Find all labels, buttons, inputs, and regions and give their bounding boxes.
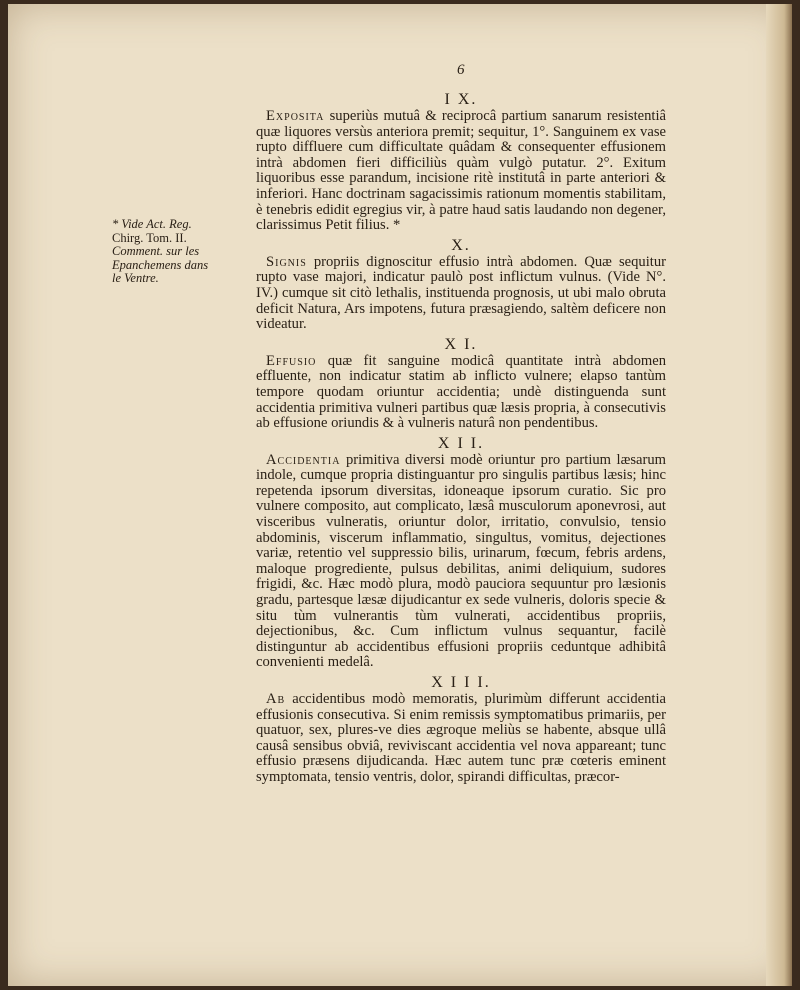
section-numeral: X I. — [444, 335, 478, 353]
paragraph-text: accidentibus modò memoratis, plurimùm differunt accidentia effusionis consecutiva. Si enim remissis symptomatibus primariis, per quatuor, sex, plures-ve dies ægroque meliùs se habente, absque ullâ causâ sensibus obviâ, reviviscant accidentia vel nova appareant; tunc effusio præsens dijudicanda. Hæc autem tunc præ cœteris eminent symptomata, tensio ventris, dolor, spirandi difficultas, præcor- — [256, 691, 666, 785]
page-number: 6 — [457, 62, 465, 78]
section-paragraph — [256, 453, 666, 671]
section-paragraph — [256, 109, 666, 234]
section-paragraph — [256, 692, 666, 786]
margin-note-line: Epanchemens dans — [112, 257, 209, 272]
section-paragraph — [256, 354, 666, 432]
section-numeral: I X. — [444, 91, 478, 108]
lead-word: Exposita — [266, 108, 325, 124]
book-spine — [766, 4, 792, 986]
paragraph-text: primitiva diversi modè oriuntur pro partium læsarum indole, cumque propria distinguantur pro singulis partibus læsis; hinc repetenda ipsorum diversitas, idoneaque ipsorum curatio. Sic pro vulnere composito, aut complicato, læsâ musculorum aponevrosi, aut visceribus vulneratis, oriuntur dolor, irritatio, convulsio, tensio abdominis, viscerum inflammatio, singultus, vomitus, dejectiones variæ, retentio vel suppressio bilis, urinarum, fœcum, febris ardens, maloque progrediente, pulsus debilitas, animi deliquium, sudores frigidi, &c. Hæc modò plura, modò pauciora sequuntur pro læsionis gradu, partesque læsæ dijudicantur ex sede vulneris, doloris specie & situ tùm vulnerantis tùm vulnerati, accidentibus propriis, dejectionibus, &c. Cum inflictum vulnus sequantur, facilè distinguntur ab accidentibus effusioni propriis ceduntque adhibitâ convenienti medelâ. — [256, 451, 666, 671]
section-numeral: X. — [451, 236, 471, 254]
lead-word: Accidentia — [266, 451, 341, 468]
book-page — [8, 4, 792, 986]
margin-note — [112, 218, 244, 286]
lead-word: Signis — [266, 253, 307, 270]
paragraph-text: propriis dignoscitur effusio intrà abdomen. Quæ sequitur rupto vase majori, indicatur paulò post inflictum vulnus. (Vide N°. IV.) cumque sit citò lethalis, instituenda prognosis, ut ubi malo obruta deficit Natura, Ars impotens, futura præsagiendo, saltèm deficere non videatur. — [256, 253, 666, 333]
text-body — [256, 88, 666, 786]
section-paragraph — [256, 255, 666, 333]
section-numeral: X I I. — [437, 434, 485, 452]
margin-note-line: * Vide Act. Reg. — [112, 217, 192, 231]
margin-note-line: le Ventre. — [112, 271, 159, 285]
paragraph-text: quæ fit sanguine modicâ quantitate intrà abdomen effluente, non indicatur statim ab inflicto vulnere; elapso tantùm tempore quodam oriuntur accidentia; undè distinguenda sunt accidentia primitiva vulneri partibus quæ læsis propria, à consecutivis ab effusione oriundis & à vulneris naturâ non pendentibus. — [256, 352, 666, 432]
section-numeral: X I I I. — [431, 674, 491, 691]
margin-note-line: Comment. sur les — [112, 244, 200, 258]
margin-note-line: Chirg. Tom. II. — [112, 230, 187, 245]
paragraph-text: superiùs mutuâ & reciprocâ partium sanarum resistentiâ quæ liquores versùs anteriora premit; sequitur, 1°. Sanguinem ex vase rupto diffluere cum difficultate quâdam & consequenter effusionem intrà abdomen fieri difficiliùs quàm vulgò putatur. 2°. Exitum liquoribus esse parandum, incisione ritè institutâ in parte anteriori & inferiori. Hanc doctrinam sagacissimis rationum momentis stabilitam, è tenebris edidit egregius vir, à patre haud satis laudando non degener, clarissimus Petit filius. * — [256, 108, 666, 234]
lead-word: Ab — [266, 691, 286, 707]
lead-word: Effusio — [266, 352, 317, 369]
